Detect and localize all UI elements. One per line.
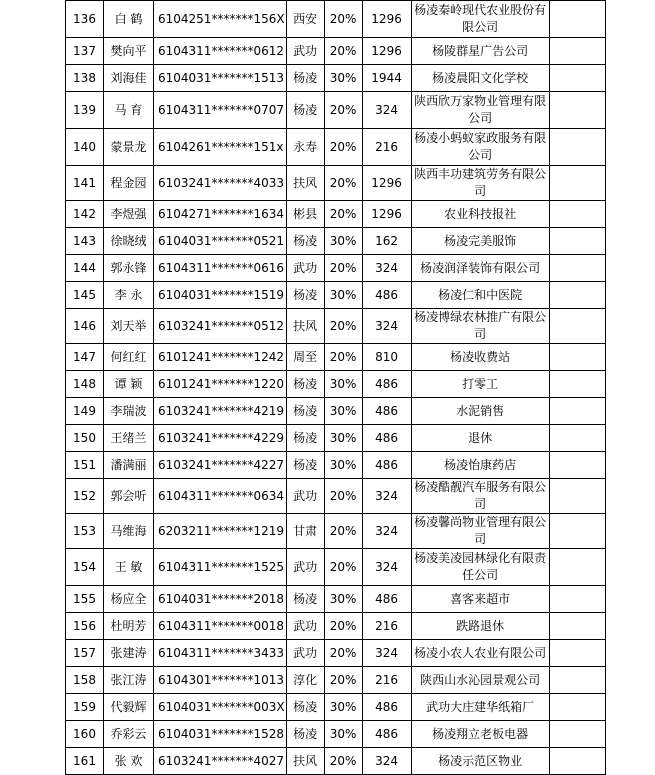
row-number: 161 [66, 748, 104, 775]
id-number: 6203211*******1219 [154, 514, 287, 549]
row-number: 151 [66, 452, 104, 479]
table-row [66, 721, 606, 748]
blank-cell [549, 721, 605, 748]
table-row [66, 549, 606, 586]
table-row [66, 586, 606, 613]
amount: 486 [362, 586, 411, 613]
row-number: 154 [66, 549, 104, 586]
origin-place: 西安 [286, 1, 324, 38]
workplace: 退休 [411, 425, 549, 452]
id-number: 6104311*******1525 [154, 549, 287, 586]
row-number: 159 [66, 694, 104, 721]
table-row [66, 479, 606, 514]
table-row [66, 398, 606, 425]
amount: 1296 [362, 166, 411, 201]
origin-place: 杨凌 [286, 586, 324, 613]
id-number: 6104311*******0707 [154, 92, 287, 129]
id-number: 6104261*******151x [154, 129, 287, 166]
person-name: 张 欢 [104, 748, 154, 775]
row-number: 143 [66, 228, 104, 255]
person-name: 代毅辉 [104, 694, 154, 721]
amount: 324 [362, 92, 411, 129]
id-number: 6104031*******2018 [154, 586, 287, 613]
amount: 1296 [362, 38, 411, 65]
percentage: 20% [324, 549, 362, 586]
blank-cell [549, 514, 605, 549]
blank-cell [549, 1, 605, 38]
id-number: 6101241*******1220 [154, 371, 287, 398]
percentage: 20% [324, 748, 362, 775]
table-row [66, 640, 606, 667]
blank-cell [549, 38, 605, 65]
workplace: 杨凌博绿农林推广有限公司 [411, 309, 549, 344]
row-number: 147 [66, 344, 104, 371]
id-number: 6104311*******3433 [154, 640, 287, 667]
person-name: 何红红 [104, 344, 154, 371]
table-row [66, 371, 606, 398]
percentage: 20% [324, 129, 362, 166]
amount: 162 [362, 228, 411, 255]
origin-place: 杨凌 [286, 371, 324, 398]
row-number: 139 [66, 92, 104, 129]
amount: 216 [362, 667, 411, 694]
amount: 324 [362, 748, 411, 775]
blank-cell [549, 613, 605, 640]
percentage: 20% [324, 613, 362, 640]
blank-cell [549, 344, 605, 371]
table-row [66, 667, 606, 694]
origin-place: 杨凌 [286, 694, 324, 721]
blank-cell [549, 282, 605, 309]
amount: 216 [362, 613, 411, 640]
id-number: 6103241*******4219 [154, 398, 287, 425]
person-name: 李 永 [104, 282, 154, 309]
percentage: 30% [324, 228, 362, 255]
percentage: 20% [324, 201, 362, 228]
id-number: 6104311*******0612 [154, 38, 287, 65]
origin-place: 武功 [286, 640, 324, 667]
workplace: 陕西欣万家物业管理有限公司 [411, 92, 549, 129]
id-number: 6103241*******4229 [154, 425, 287, 452]
row-number: 152 [66, 479, 104, 514]
origin-place: 扶风 [286, 166, 324, 201]
blank-cell [549, 309, 605, 344]
amount: 486 [362, 282, 411, 309]
id-number: 6104271*******1634 [154, 201, 287, 228]
blank-cell [549, 549, 605, 586]
person-name: 程金园 [104, 166, 154, 201]
id-number: 6104031*******1528 [154, 721, 287, 748]
blank-cell [549, 748, 605, 775]
table-row [66, 65, 606, 92]
blank-cell [549, 694, 605, 721]
blank-cell [549, 65, 605, 92]
id-number: 6104031*******1519 [154, 282, 287, 309]
origin-place: 杨凌 [286, 228, 324, 255]
row-number: 138 [66, 65, 104, 92]
amount: 1296 [362, 201, 411, 228]
amount: 1944 [362, 65, 411, 92]
workplace: 杨凌收费站 [411, 344, 549, 371]
blank-cell [549, 371, 605, 398]
id-number: 6103241*******0512 [154, 309, 287, 344]
table-row [66, 228, 606, 255]
blank-cell [549, 452, 605, 479]
person-name: 王绪兰 [104, 425, 154, 452]
person-name: 樊向平 [104, 38, 154, 65]
row-number: 142 [66, 201, 104, 228]
origin-place: 武功 [286, 479, 324, 514]
blank-cell [549, 667, 605, 694]
percentage: 20% [324, 38, 362, 65]
id-number: 6104031*******1513 [154, 65, 287, 92]
percentage: 20% [324, 1, 362, 38]
workplace: 水泥销售 [411, 398, 549, 425]
amount: 486 [362, 371, 411, 398]
row-number: 157 [66, 640, 104, 667]
workplace: 陕西丰功建筑劳务有限公司 [411, 166, 549, 201]
workplace: 杨凌完美服饰 [411, 228, 549, 255]
blank-cell [549, 228, 605, 255]
id-number: 6104301*******1013 [154, 667, 287, 694]
row-number: 155 [66, 586, 104, 613]
workplace: 杨凌美凌园林绿化有限责任公司 [411, 549, 549, 586]
origin-place: 武功 [286, 255, 324, 282]
workplace: 农业科技报社 [411, 201, 549, 228]
table-row [66, 344, 606, 371]
blank-cell [549, 129, 605, 166]
row-number: 149 [66, 398, 104, 425]
workplace: 跌路退休 [411, 613, 549, 640]
percentage: 20% [324, 344, 362, 371]
workplace: 杨凌示范区物业 [411, 748, 549, 775]
percentage: 20% [324, 667, 362, 694]
table-row [66, 613, 606, 640]
origin-place: 杨凌 [286, 65, 324, 92]
person-name: 王 敏 [104, 549, 154, 586]
id-number: 6103241*******4027 [154, 748, 287, 775]
amount: 486 [362, 425, 411, 452]
row-number: 145 [66, 282, 104, 309]
row-number: 146 [66, 309, 104, 344]
table-row [66, 514, 606, 549]
id-number: 6104311*******0634 [154, 479, 287, 514]
amount: 1296 [362, 1, 411, 38]
person-name: 郭永锋 [104, 255, 154, 282]
origin-place: 淳化 [286, 667, 324, 694]
origin-place: 永寿 [286, 129, 324, 166]
workplace: 杨凌怡康药店 [411, 452, 549, 479]
table-row [66, 38, 606, 65]
percentage: 30% [324, 721, 362, 748]
blank-cell [549, 92, 605, 129]
table-row [66, 92, 606, 129]
id-number: 6104311*******0616 [154, 255, 287, 282]
person-name: 刘海佳 [104, 65, 154, 92]
person-name: 乔彩云 [104, 721, 154, 748]
origin-place: 甘肃 [286, 514, 324, 549]
percentage: 20% [324, 166, 362, 201]
amount: 486 [362, 452, 411, 479]
origin-place: 杨凌 [286, 721, 324, 748]
workplace: 杨凌酷靓汽车服务有限公司 [411, 479, 549, 514]
percentage: 30% [324, 452, 362, 479]
origin-place: 彬县 [286, 201, 324, 228]
percentage: 30% [324, 586, 362, 613]
workplace: 喜客来超市 [411, 586, 549, 613]
origin-place: 杨凌 [286, 452, 324, 479]
origin-place: 武功 [286, 613, 324, 640]
person-name: 张江涛 [104, 667, 154, 694]
table-row [66, 255, 606, 282]
row-number: 137 [66, 38, 104, 65]
table-row [66, 1, 606, 38]
origin-place: 杨凌 [286, 425, 324, 452]
row-number: 160 [66, 721, 104, 748]
row-number: 148 [66, 371, 104, 398]
percentage: 20% [324, 309, 362, 344]
person-name: 马 育 [104, 92, 154, 129]
person-name: 马维海 [104, 514, 154, 549]
origin-place: 武功 [286, 38, 324, 65]
table-row [66, 129, 606, 166]
person-name: 杨应全 [104, 586, 154, 613]
blank-cell [549, 255, 605, 282]
amount: 486 [362, 694, 411, 721]
amount: 486 [362, 721, 411, 748]
row-number: 153 [66, 514, 104, 549]
amount: 216 [362, 129, 411, 166]
workplace: 杨凌小农人农业有限公司 [411, 640, 549, 667]
table-row [66, 425, 606, 452]
blank-cell [549, 425, 605, 452]
percentage: 20% [324, 255, 362, 282]
workplace: 杨凌小蚂蚁家政服务有限公司 [411, 129, 549, 166]
person-name: 白 鹤 [104, 1, 154, 38]
blank-cell [549, 201, 605, 228]
row-number: 140 [66, 129, 104, 166]
blank-cell [549, 586, 605, 613]
percentage: 20% [324, 479, 362, 514]
row-number: 141 [66, 166, 104, 201]
row-number: 158 [66, 667, 104, 694]
percentage: 20% [324, 640, 362, 667]
amount: 810 [362, 344, 411, 371]
blank-cell [549, 640, 605, 667]
table-row [66, 201, 606, 228]
workplace: 杨凌翔立老板电器 [411, 721, 549, 748]
amount: 324 [362, 514, 411, 549]
workplace: 杨陵群星广告公司 [411, 38, 549, 65]
id-number: 6103241*******4033 [154, 166, 287, 201]
amount: 324 [362, 479, 411, 514]
person-name: 李瑞波 [104, 398, 154, 425]
person-name: 张建涛 [104, 640, 154, 667]
workplace: 杨凌秦岭现代农业股份有限公司 [411, 1, 549, 38]
percentage: 30% [324, 371, 362, 398]
person-name: 潘满丽 [104, 452, 154, 479]
blank-cell [549, 479, 605, 514]
person-name: 谭 颖 [104, 371, 154, 398]
id-number: 6104251*******156X [154, 1, 287, 38]
workplace: 陕西山水沁园景观公司 [411, 667, 549, 694]
table-row [66, 282, 606, 309]
workplace: 武功大庄建华纸箱厂 [411, 694, 549, 721]
id-number: 6101241*******1242 [154, 344, 287, 371]
amount: 324 [362, 640, 411, 667]
table-row [66, 166, 606, 201]
origin-place: 杨凌 [286, 282, 324, 309]
workplace: 打零工 [411, 371, 549, 398]
blank-cell [549, 166, 605, 201]
id-number: 6104031*******0521 [154, 228, 287, 255]
row-number: 136 [66, 1, 104, 38]
person-name: 刘天举 [104, 309, 154, 344]
person-name: 郭会听 [104, 479, 154, 514]
amount: 324 [362, 255, 411, 282]
origin-place: 武功 [286, 549, 324, 586]
id-number: 6104311*******0018 [154, 613, 287, 640]
percentage: 30% [324, 65, 362, 92]
person-name: 杜明芳 [104, 613, 154, 640]
row-number: 144 [66, 255, 104, 282]
table-row [66, 748, 606, 775]
percentage: 30% [324, 694, 362, 721]
table-row [66, 309, 606, 344]
origin-place: 周至 [286, 344, 324, 371]
row-number: 156 [66, 613, 104, 640]
row-number: 150 [66, 425, 104, 452]
id-number: 6103241*******4227 [154, 452, 287, 479]
person-name: 蒙景龙 [104, 129, 154, 166]
workplace: 杨凌润泽装饰有限公司 [411, 255, 549, 282]
percentage: 30% [324, 425, 362, 452]
amount: 324 [362, 549, 411, 586]
origin-place: 扶风 [286, 748, 324, 775]
roster-table [65, 0, 606, 775]
workplace: 杨凌馨尚物业管理有限公司 [411, 514, 549, 549]
table-row [66, 452, 606, 479]
percentage: 20% [324, 514, 362, 549]
amount: 486 [362, 398, 411, 425]
id-number: 6104031*******003X [154, 694, 287, 721]
percentage: 30% [324, 398, 362, 425]
origin-place: 杨凌 [286, 92, 324, 129]
workplace: 杨凌晨阳文化学校 [411, 65, 549, 92]
percentage: 30% [324, 282, 362, 309]
percentage: 20% [324, 92, 362, 129]
person-name: 徐晓绒 [104, 228, 154, 255]
amount: 324 [362, 309, 411, 344]
blank-cell [549, 398, 605, 425]
table-row [66, 694, 606, 721]
person-name: 李煜强 [104, 201, 154, 228]
workplace: 杨凌仁和中医院 [411, 282, 549, 309]
origin-place: 杨凌 [286, 398, 324, 425]
origin-place: 扶风 [286, 309, 324, 344]
